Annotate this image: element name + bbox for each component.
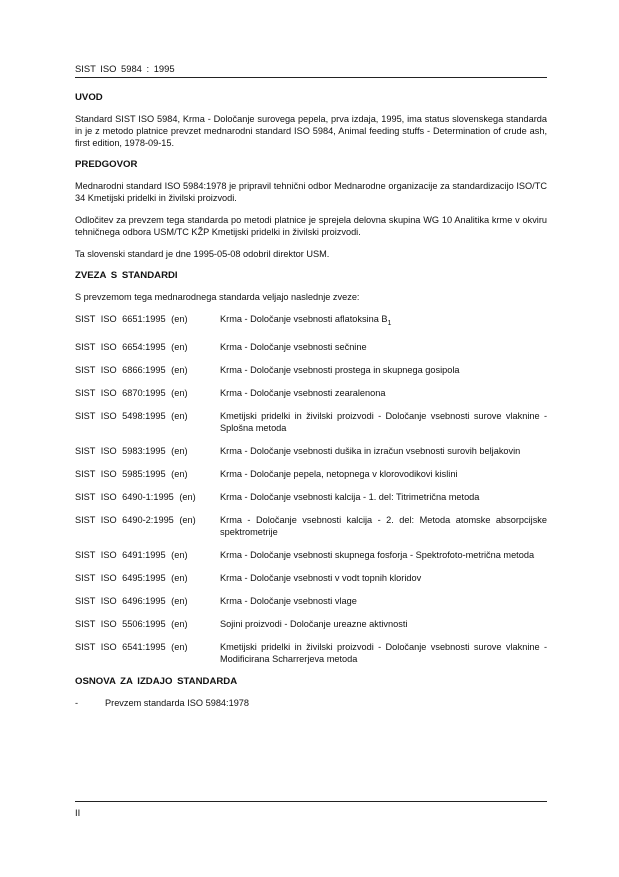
reference-title-text: Krma - Določanje vsebnosti vlage [220,595,357,606]
reference-code: SIST ISO 6866:1995 (en) [75,364,188,375]
reference-code: SIST ISO 6490-2:1995 (en) [75,514,196,525]
reference-row [75,445,547,457]
list-item-text: Prevzem standarda ISO 5984:1978 [105,697,250,708]
reference-title-text: Krma - Določanje vsebnosti skupnega fosforja - Spektrofoto-metrična metoda [220,549,535,560]
reference-title [220,618,547,630]
reference-row [75,410,547,434]
paragraph: Mednarodni standard ISO 5984:1978 je pripravil tehnični odbor Mednarodne organizacije za standardizacijo ISO/TC 34 Kmetijski pridelki in živilski proizvodi. [75,181,547,203]
reference-row [75,618,547,630]
reference-code: SIST ISO 5983:1995 (en) [75,445,188,456]
section-heading: OSNOVA ZA IZDAJO STANDARDA [75,675,238,687]
reference-title-text: Kmetijski pridelki in živilski proizvodi - Določanje vsebnosti surove vlaknine - Modificirana Scharrerjeva metoda [220,641,547,664]
reference-title-text: Krma - Določanje vsebnosti kalcija - 2. del: Metoda atomske absorpcijske spektrometrije [220,514,547,537]
reference-title [220,595,547,607]
section-heading: UVOD [75,92,103,103]
reference-list [75,313,547,665]
reference-title-text: Sojini proizvodi - Določanje ureazne aktivnosti [220,618,408,629]
reference-code: SIST ISO 6870:1995 (en) [75,387,188,398]
reference-title [220,514,547,538]
reference-title [220,364,547,376]
reference-code: SIST ISO 5985:1995 (en) [75,468,188,479]
paragraph: S prevzemom tega mednarodnega standarda veljajo naslednje zveze: [75,292,360,302]
reference-code: SIST ISO 6541:1995 (en) [75,641,188,652]
reference-title-text: Krma - Določanje vsebnosti v vodt topnih kloridov [220,572,422,583]
reference-title [220,549,547,561]
reference-title [220,341,547,353]
reference-title [220,491,547,503]
reference-row [75,549,547,561]
reference-row [75,387,547,399]
reference-code: SIST ISO 6495:1995 (en) [75,572,188,583]
reference-title [220,387,547,399]
reference-row [75,341,547,353]
paragraph: Standard SIST ISO 5984, Krma - Določanje surovega pepela, prva izdaja, 1995, ima status slovenskega standarda in je z metodo platnice prevzet mednarodni standard ISO 5984, Animal feeding stuffs - Determination of crude ash, first edition, 1978-09-15. [75,114,547,148]
section-heading: ZVEZA S STANDARDI [75,270,178,281]
reference-code: SIST ISO 5506:1995 (en) [75,618,188,629]
reference-title [220,410,547,434]
reference-row [75,313,547,330]
subscript: 1 [387,319,392,327]
section-zveza [75,270,547,665]
reference-code: SIST ISO 6651:1995 (en) [75,314,188,324]
reference-title [220,641,547,665]
reference-code: SIST ISO 6490-1:1995 (en) [75,491,196,502]
reference-title [220,445,547,457]
reference-row [75,468,547,480]
section-heading: PREDGOVOR [75,159,138,170]
reference-code: SIST ISO 6491:1995 (en) [75,549,188,560]
reference-row [75,364,547,376]
reference-code: SIST ISO 6496:1995 (en) [75,595,188,606]
reference-row [75,572,547,584]
reference-title [220,313,547,330]
section-predgovor [75,159,547,260]
footer-rule [75,801,547,802]
reference-title-text: Krma - Določanje vsebnosti kalcija - 1. del: Titrimetrična metoda [220,491,480,502]
reference-title [220,468,547,480]
document-header: SIST ISO 5984 : 1995 [75,63,175,74]
reference-row [75,491,547,503]
paragraph: Odločitev za prevzem tega standarda po metodi platnice je sprejela delovna skupina WG 10 Analitika krme v okviru tehničnega odbora USM/TC KŽP Kmetijski pridelki in živilski proizvodi. [75,215,547,237]
reference-title-text: Krma - Določanje vsebnosti dušika in izračun vsebnosti surovih beljakovin [220,445,521,456]
list-item [75,697,547,709]
reference-row [75,514,547,538]
reference-title-text: Krma - Določanje vsebnosti zearalenona [220,387,386,398]
header-rule [75,77,547,78]
reference-title-text: Krma - Določanje vsebnosti prostega in skupnega gosipola [220,364,460,375]
list-dash: - [75,697,79,708]
reference-code: SIST ISO 6654:1995 (en) [75,341,188,352]
document-body [75,92,547,709]
section-osnova [75,676,547,709]
reference-code: SIST ISO 5498:1995 (en) [75,410,188,421]
reference-title [220,572,547,584]
section-uvod [75,92,547,149]
reference-title-text: Kmetijski pridelki in živilski proizvodi - Določanje vsebnosti surove vlaknine - Splošna metoda [220,410,547,433]
reference-title-text: Krma - Določanje vsebnosti sečnine [220,341,367,352]
reference-row [75,595,547,607]
reference-title-text: Krma - Določanje vsebnosti aflatoksina B [220,314,388,324]
reference-title-text: Krma - Določanje pepela, netopnega v klorovodikovi kislini [220,468,458,479]
paragraph: Ta slovenski standard je dne 1995-05-08 odobril direktor USM. [75,249,330,259]
page-number: II [75,807,81,818]
reference-row [75,641,547,665]
